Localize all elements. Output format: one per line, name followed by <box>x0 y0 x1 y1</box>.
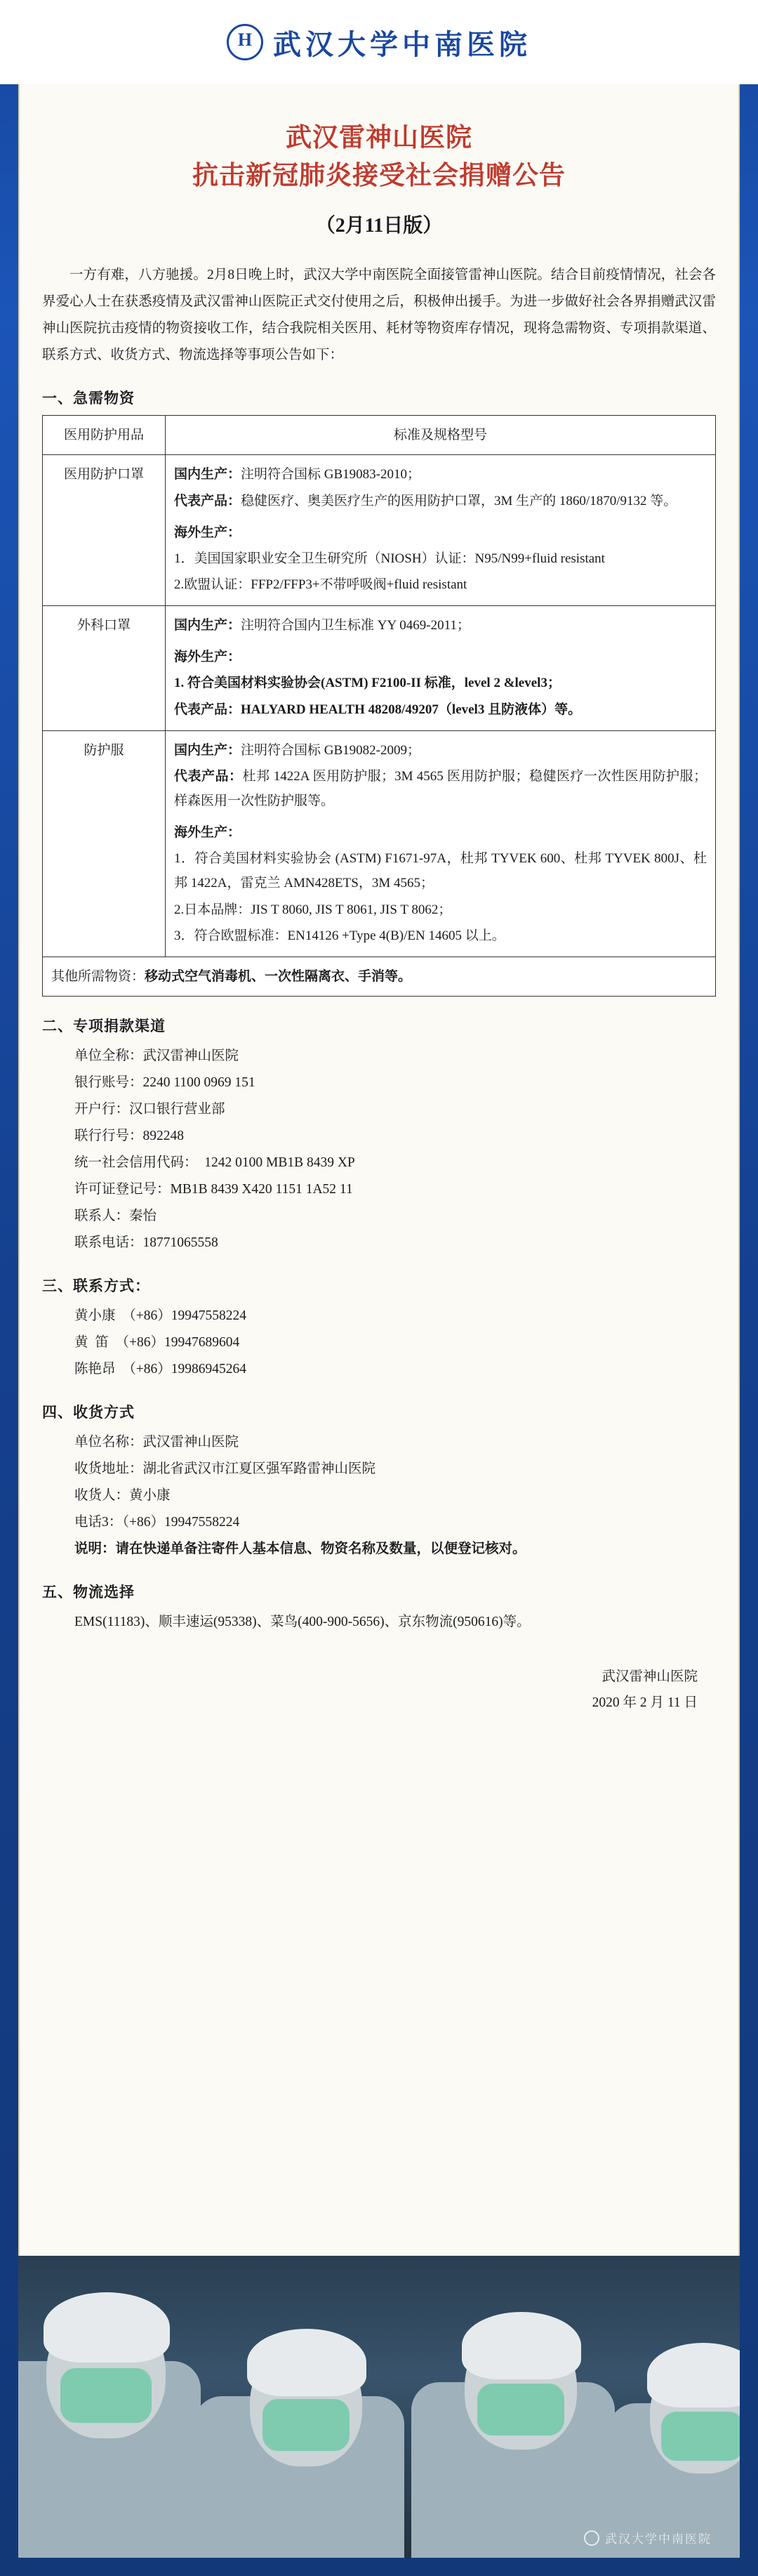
contact-line: 黄小康 （+86）19947558224 <box>74 1308 246 1324</box>
receiving-line: 收货人：黄小康 <box>74 1488 171 1504</box>
photo-figure-cap <box>247 2329 366 2396</box>
table-header-category: 医用防护用品 <box>43 416 166 455</box>
document-content <box>42 107 716 2534</box>
photo-figure-cap <box>647 2343 740 2407</box>
donation-line: 单位全称：武汉雷神山医院 <box>74 1049 239 1064</box>
section-heading-contacts: 三、联系方式： <box>42 1277 150 1295</box>
table-row-other-supplies <box>43 957 716 996</box>
detail-line: 海外生产： <box>174 650 241 665</box>
photo-figure-mask <box>262 2399 350 2451</box>
donation-line: 统一社会信用代码： 1242 0100 MB1B 8439 XP <box>74 1155 355 1171</box>
row-detail-n95 <box>166 455 716 606</box>
hospital-name: 武汉大学中南医院 <box>273 28 531 60</box>
row-detail-gown <box>166 730 716 957</box>
logo-row <box>227 22 531 63</box>
detail-line: 海外生产： <box>174 525 241 540</box>
hospital-header <box>0 0 758 84</box>
contact-info <box>42 1303 716 1383</box>
signature-org: 武汉雷神山医院 <box>601 1669 698 1685</box>
donation-line: 联系电话：18771065558 <box>74 1235 218 1251</box>
donation-line: 联行行号：892248 <box>74 1129 185 1144</box>
detail-line: 代表产品：稳健医疗、奥美医疗生产的医用防护口罩，3M 生产的 1860/1870/9132 等。 <box>174 493 677 508</box>
row-category-n95: 医用防护口罩 <box>43 455 166 606</box>
contact-line: 陈艳昂 （+86）19986945264 <box>74 1362 246 1377</box>
intro-paragraph: 一方有难，八方驰援。2月8日晚上时，武汉大学中南医院全面接管雷神山医院。结合目前疫情情况，社会各界爱心人士在获悉疫情及武汉雷神山医院正式交付使用之后，积极伸出援手。为进一步做好社会各界捐赠武汉雷神山医院抗击疫情的物资接收工作，结合我院相关医用、耗材等物资库存情况，现将急需物资、专项捐款渠道、联系方式、收货方式、物流选择等事项公告如下： <box>42 268 716 363</box>
detail-line: 2.日本品牌：JIS T 8060, JIS T 8061, JIS T 8062； <box>174 902 452 917</box>
table-row <box>43 606 716 731</box>
detail-line: 国内生产：注明符合国标 GB19083-2010； <box>174 467 420 482</box>
detail-line: 海外生产： <box>174 825 241 841</box>
title-version: （2月11日版） <box>315 215 443 237</box>
receiving-info <box>42 1429 716 1563</box>
receiving-note: 说明：请在快递单备注寄件人基本信息、物资名称及数量，以便登记核对。 <box>74 1542 526 1557</box>
photo-figure-mask <box>661 2412 740 2461</box>
donation-line: 许可证登记号：MB1B 8439 X420 1151 1A52 11 <box>74 1182 353 1197</box>
row-category-surgical: 外科口罩 <box>43 606 166 731</box>
supplies-table <box>42 415 716 997</box>
table-row <box>43 455 716 606</box>
detail-line: 3．符合欧盟标准：EN14126 +Type 4(B)/EN 14605 以上。 <box>174 928 505 943</box>
donation-line: 联系人：秦怡 <box>74 1209 157 1224</box>
detail-line: 1．美国国家职业安全卫生研究所（NIOSH）认证：N95/N99+fluid resistant <box>174 551 605 566</box>
detail-line: 2.欧盟认证：FFP2/FFP3+不带呼吸阀+fluid resistant <box>174 577 467 593</box>
photo-figure-mask <box>477 2384 564 2436</box>
title-line-2: 抗击新冠肺炎接受社会捐赠公告 <box>192 161 566 190</box>
receiving-line: 收货地址：湖北省武汉市江夏区强军路雷神山医院 <box>74 1461 376 1477</box>
photo-figure-cap <box>44 2292 170 2363</box>
receiving-line: 电话3：（+86）19947558224 <box>74 1515 240 1530</box>
row-detail-surgical <box>166 606 716 731</box>
title-line-1: 武汉雷神山医院 <box>286 124 472 152</box>
photo-figure-cap <box>462 2312 581 2379</box>
detail-line: 国内生产：注明符合国标 GB19082-2009； <box>174 742 420 758</box>
hospital-logo-icon: H <box>227 24 263 60</box>
section-heading-donation: 二、专项捐款渠道 <box>42 1018 166 1035</box>
donation-line: 开户行：汉口银行营业部 <box>74 1102 225 1117</box>
row-category-gown: 防护服 <box>43 730 166 957</box>
donation-info <box>42 1043 716 1256</box>
other-supplies-cell: 其他所需物资：移动式空气消毒机、一次性隔离衣、手消等。 <box>43 957 716 996</box>
logistics-text: EMS(11183)、顺丰速运(95338)、菜鸟(400-900-5656)、京东物流(950616)等。 <box>74 1615 531 1630</box>
weibo-icon <box>584 2530 599 2546</box>
signature-block <box>42 1664 716 1716</box>
table-header-row <box>43 416 716 455</box>
photo-watermark <box>584 2529 712 2547</box>
table-row <box>43 730 716 957</box>
table-header-standard: 标准及规格型号 <box>166 416 716 455</box>
detail-line: 国内生产：注明符合国内卫生标准 YY 0469-2011； <box>174 618 470 633</box>
title-block <box>42 119 716 238</box>
contact-line: 黄 笛 （+86）19947689604 <box>74 1335 240 1351</box>
receiving-line: 单位名称：武汉雷神山医院 <box>74 1435 239 1450</box>
section-heading-receiving: 四、收货方式 <box>42 1404 135 1421</box>
detail-line: 代表产品：HALYARD HEALTH 48208/49207（level3 且防液体）等。 <box>174 702 582 717</box>
detail-line: 代表产品：杜邦 1422A 医用防护服；3M 4565 医用防护服；稳健医疗一次性医用防护服；样森医用一次性防护服等。 <box>174 768 707 809</box>
photo-figure-mask <box>60 2368 152 2423</box>
signature-date: 2020 年 2 月 11 日 <box>592 1695 698 1711</box>
section-heading-logistics: 五、物流选择 <box>42 1584 135 1601</box>
hospital-photo <box>18 2256 740 2558</box>
detail-line: 1．符合美国材料实验协会 (ASTM) F1671-97A，杜邦 TYVEK 600、杜邦 TYVEK 800J、杜邦 1422A，雷克兰 AMN428ETS，3M 4565； <box>174 851 707 891</box>
detail-line: 1. 符合美国材料实验协会(ASTM) F2100-II 标准，level 2 &level3； <box>174 676 561 691</box>
section-heading-urgent-supplies: 一、急需物资 <box>42 390 135 407</box>
watermark-text: 武汉大学中南医院 <box>605 2532 712 2546</box>
donation-line: 银行账号：2240 1100 0969 151 <box>74 1075 255 1091</box>
